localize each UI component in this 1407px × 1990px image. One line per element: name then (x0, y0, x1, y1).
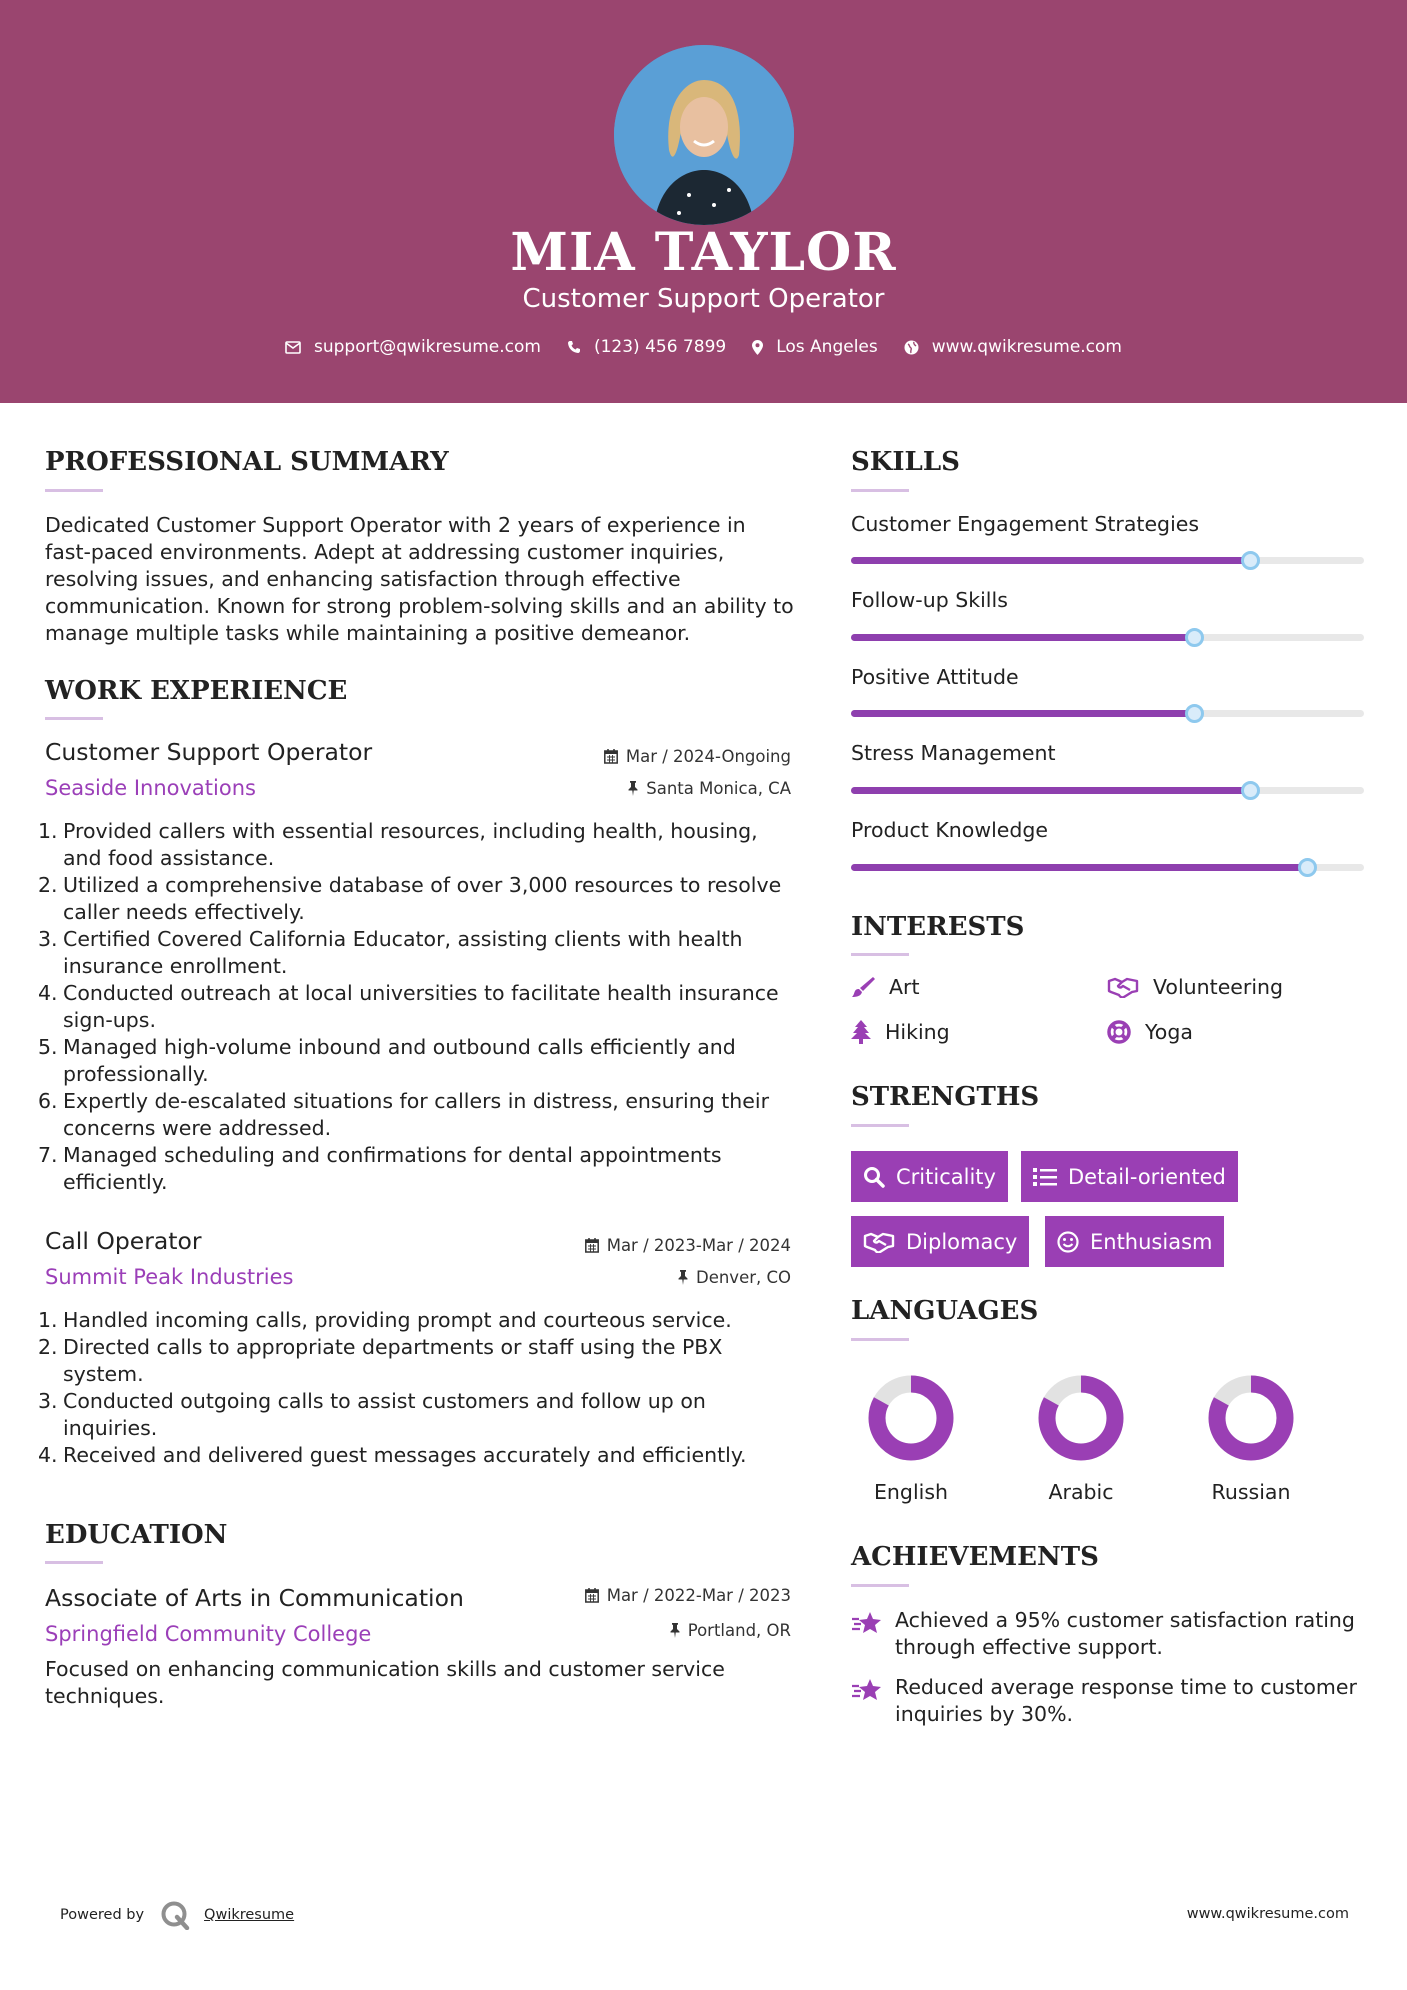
education-location-text: Portland, OR (687, 1621, 791, 1640)
job-title: Call Operator (45, 1227, 202, 1255)
qwikresume-link[interactable]: Qwikresume (204, 1907, 295, 1923)
map-pin-icon (752, 340, 763, 355)
contact-phone[interactable] (567, 337, 726, 357)
school-name: Springfield Community College (45, 1622, 372, 1646)
achievement-text: Achieved a 95% customer satisfaction rating through effective support. (895, 1608, 1355, 1659)
skill-bar-fill (851, 634, 1195, 641)
job-location (678, 1268, 791, 1287)
skill-bar-knob (1185, 704, 1204, 723)
strength-tag (851, 1216, 1029, 1267)
contact-website[interactable] (904, 337, 1122, 357)
interests-heading-underline (851, 953, 909, 956)
skill-bar-knob (1185, 628, 1204, 647)
pushpin-icon (670, 1623, 680, 1638)
footer-website-link[interactable]: www.qwikresume.com (1186, 1906, 1349, 1922)
list-icon (1033, 1167, 1057, 1187)
education-dates-text: Mar / 2022-Mar / 2023 (606, 1586, 791, 1605)
job-title: Customer Support Operator (45, 738, 373, 766)
list-item: Managed high-volume inbound and outbound calls efficiently and professionally. (63, 1035, 736, 1086)
paintbrush-icon (851, 976, 875, 998)
education-description: Focused on enhancing communication skills and customer service techniques. (45, 1657, 725, 1708)
globe-icon (904, 340, 919, 355)
contact-website-text: www.qwikresume.com (931, 337, 1122, 357)
skill-bar-knob (1241, 551, 1260, 570)
envelope-icon (285, 341, 301, 354)
skill-label: Stress Management (851, 741, 1056, 765)
list-item: Certified Covered California Educator, assisting clients with health insurance enrollment. (63, 927, 743, 978)
strength-tag (851, 1151, 1008, 1202)
handshake-icon (1107, 976, 1139, 998)
language-donut (1207, 1374, 1295, 1462)
interest-item (1107, 975, 1283, 999)
strength-label: Criticality (896, 1164, 996, 1189)
interest-label: Art (889, 975, 920, 999)
strength-label: Detail-oriented (1068, 1164, 1226, 1189)
skills-heading-underline (851, 489, 909, 492)
list-item: Handled incoming calls, providing prompt and courteous service. (63, 1308, 732, 1332)
contact-location-text: Los Angeles (776, 337, 878, 357)
skill-bar-fill (851, 787, 1251, 794)
education-location (670, 1621, 791, 1640)
job-location (628, 779, 791, 798)
skill-bar-fill (851, 864, 1308, 871)
skill-bar (851, 864, 1364, 871)
list-item: Directed calls to appropriate departments or staff using the PBX system. (63, 1335, 723, 1386)
smile-icon (1057, 1231, 1079, 1253)
contact-bar (0, 337, 1407, 357)
skill-bar-knob (1241, 781, 1260, 800)
job-location-text: Denver, CO (695, 1268, 791, 1287)
strength-label: Diplomacy (906, 1229, 1018, 1254)
profile-photo (614, 45, 794, 225)
contact-phone-text: (123) 456 7899 (593, 337, 727, 357)
language-donut (1037, 1374, 1125, 1462)
languages-heading-underline (851, 1338, 909, 1341)
strengths-heading-underline (851, 1124, 909, 1127)
company-name: Seaside Innovations (45, 776, 256, 800)
footer-branding (60, 1900, 294, 1930)
tree-icon (851, 1020, 871, 1044)
interest-item (851, 1020, 950, 1044)
calendar-icon (585, 1238, 599, 1253)
skills-heading: SKILLS (851, 447, 960, 477)
award-star-icon (851, 1611, 883, 1635)
strength-tag (1045, 1216, 1224, 1267)
interest-item (851, 975, 920, 999)
job-duties-list (38, 1307, 800, 1469)
achievement-text: Reduced average response time to customer inquiries by 30%. (895, 1675, 1357, 1726)
contact-email-text: support@qwikresume.com (314, 337, 541, 357)
handshake-icon (863, 1231, 895, 1253)
education-heading-underline (45, 1561, 103, 1564)
interest-label: Hiking (885, 1020, 950, 1044)
job-dates-text: Mar / 2023-Mar / 2024 (606, 1236, 791, 1255)
skill-bar (851, 634, 1364, 641)
interest-item (1107, 1020, 1193, 1044)
strengths-heading: STRENGTHS (851, 1082, 1040, 1112)
language-label: Russian (1211, 1480, 1291, 1504)
pushpin-icon (678, 1270, 688, 1285)
lifebuoy-icon (1107, 1020, 1131, 1044)
experience-heading: WORK EXPERIENCE (45, 676, 348, 706)
achievement-item (851, 1607, 1371, 1661)
job-dates (585, 1236, 791, 1255)
strength-tag (1021, 1151, 1238, 1202)
interests-heading: INTERESTS (851, 912, 1025, 942)
experience-heading-underline (45, 717, 103, 720)
list-item: Received and delivered guest messages accurately and efficiently. (63, 1443, 747, 1467)
list-item: Provided callers with essential resources, including health, housing, and food assistance. (63, 819, 758, 870)
interest-label: Yoga (1145, 1020, 1193, 1044)
calendar-icon (585, 1588, 599, 1603)
education-dates (585, 1586, 791, 1605)
skill-bar-fill (851, 710, 1195, 717)
calendar-icon (604, 749, 618, 764)
candidate-role: Customer Support Operator (522, 284, 885, 314)
skill-bar-knob (1298, 858, 1317, 877)
skill-label: Positive Attitude (851, 665, 1019, 689)
achievement-item (851, 1674, 1371, 1728)
list-item: Managed scheduling and confirmations for dental appointments efficiently. (63, 1143, 722, 1194)
award-star-icon (851, 1678, 883, 1702)
pushpin-icon (628, 781, 638, 796)
skill-label: Product Knowledge (851, 818, 1049, 842)
resume-header (0, 0, 1407, 403)
strength-label: Enthusiasm (1090, 1229, 1213, 1254)
job-location-text: Santa Monica, CA (646, 779, 791, 798)
search-icon (863, 1166, 885, 1188)
achievements-heading: ACHIEVEMENTS (851, 1542, 1099, 1572)
list-item: Expertly de-escalated situations for callers in distress, ensuring their concerns were addressed. (63, 1089, 770, 1140)
skill-label: Follow-up Skills (851, 588, 1008, 612)
list-item: Conducted outreach at local universities to facilitate health insurance sign-ups. (63, 981, 779, 1032)
summary-text: Dedicated Customer Support Operator with 2 years of experience in fast-paced environments. Adept at addressing customer inquiries, resolving issues, and enhancing satisfaction through effective communication. Known for strong problem-solving skills and an ability to manage multiple tasks while maintaining a positive demeanor. (45, 513, 794, 645)
contact-location (752, 337, 878, 357)
skill-bar (851, 710, 1364, 717)
phone-icon (567, 340, 581, 354)
summary-heading-underline (45, 489, 103, 492)
list-item: Utilized a comprehensive database of over 3,000 resources to resolve caller needs effectively. (63, 873, 782, 924)
summary-heading: PROFESSIONAL SUMMARY (45, 447, 449, 477)
candidate-name: MIA TAYLOR (510, 222, 897, 283)
job-duties-list (38, 818, 800, 1196)
language-label: English (873, 1480, 949, 1504)
list-item: Conducted outgoing calls to assist customers and follow up on inquiries. (63, 1389, 706, 1440)
contact-email[interactable] (285, 337, 541, 357)
education-heading: EDUCATION (45, 1520, 228, 1550)
skill-bar-fill (851, 557, 1251, 564)
language-donut (867, 1374, 955, 1462)
company-name: Summit Peak Industries (45, 1265, 294, 1289)
job-dates-text: Mar / 2024-Ongoing (625, 747, 791, 766)
skill-bar (851, 557, 1364, 564)
achievements-heading-underline (851, 1584, 909, 1587)
qwikresume-logo-icon (160, 1900, 190, 1930)
skill-label: Customer Engagement Strategies (851, 512, 1200, 536)
degree-title: Associate of Arts in Communication (45, 1584, 464, 1612)
job-dates (604, 747, 791, 766)
skill-bar (851, 787, 1364, 794)
language-label: Arabic (1048, 1480, 1114, 1504)
powered-by-text: Powered by (60, 1907, 145, 1923)
interest-label: Volunteering (1153, 975, 1284, 999)
languages-heading: LANGUAGES (851, 1296, 1039, 1326)
